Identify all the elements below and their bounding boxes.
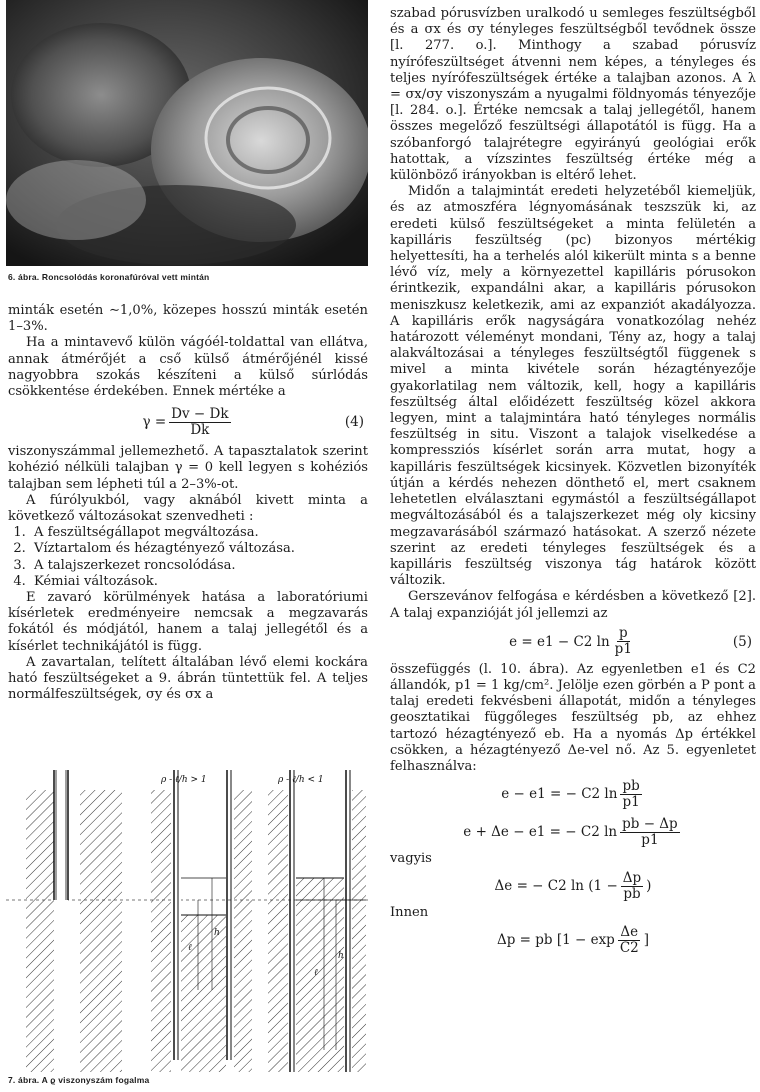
equation-b-denominator: p1	[641, 831, 659, 848]
equation-b-lhs: e + Δe − e1 = − C2 ln	[463, 824, 618, 841]
word-vagyis: vagyis	[390, 851, 432, 867]
equation-b-numerator: pb − Δp	[622, 815, 678, 832]
equation-4-number: (4)	[344, 414, 364, 431]
list-item: 2. Víztartalom és hézagtényező változása.	[30, 541, 368, 557]
equation-c-rhs: )	[646, 878, 652, 895]
figure-6-caption: 6. ábra. Roncsolódás koronafúróval vett mintán	[8, 272, 210, 282]
soil-hatch-2b	[234, 790, 252, 1072]
label-ratio-middle: ρ - ℓ/h > 1	[161, 775, 207, 785]
equation-d-rhs: ]	[643, 932, 650, 949]
label-l-middle: ℓ	[188, 943, 192, 953]
equation-5-number: (5)	[732, 633, 752, 650]
word-innen: Innen	[390, 905, 429, 921]
equation-a	[390, 775, 756, 813]
label-ratio-right: ρ - ℓ/h < 1	[278, 775, 324, 785]
equation-5	[390, 622, 756, 662]
equation-a-numerator: pb	[622, 777, 640, 794]
label-h-middle: h	[214, 928, 220, 938]
equation-4	[8, 400, 368, 444]
label-l-right: ℓ	[314, 968, 318, 978]
left-column	[8, 303, 368, 703]
list-item: 3. A talajszerkezet roncsolódása.	[30, 558, 368, 574]
right-paragraph-1: szabad pórusvízben uralkodó u semleges feszültségből és a σx és σy tényleges feszültségből tevődnek össze [l. 277. o.]. Minthogy a szabad pórusvíz nyírófeszültséget átvenni nem képes, a tényleges és teljes nyírófeszültségek értéke a talajban azonos. A λ = σx/σy viszonyszám a nyugalmi földnyomás tényezője [l. 284. o.]. Értéke nemcsak a talaj jellegétől, hanem összes megelőző feszültségi állapotától is függ. Ha a szóbanforgó talajrétegre egyirányú geológiai erők hatottak, a vízszintes feszültség értéke még a különböző irányokban is eltérő lehet.	[390, 6, 756, 184]
right-paragraph-3: Gerszevánov felfogása e kérdésben a következő [2]. A talaj expanzióját jól jellemzi az	[390, 589, 756, 621]
equation-d-fraction	[618, 925, 641, 956]
right-column	[390, 6, 756, 960]
sample-hatch-3	[296, 878, 344, 1072]
sample-hatch-2	[181, 915, 226, 1072]
left-paragraph-2: Ha a mintavevő külön vágóél-toldattal van ellátva, annak átmérőjét a cső külső átmérőjénél kissé nagyobbra szokás készíteni a külső súrlódás csökkentése érdekében. Ennek mértéke a	[8, 335, 368, 400]
equation-5-numerator: p	[618, 625, 628, 642]
core-sample-photo-image	[6, 0, 368, 266]
figure-7-caption: 7. ábra. A ϱ viszonyszám fogalma	[8, 1075, 150, 1085]
change-list	[8, 525, 368, 590]
left-paragraph-3: viszonyszámmal jellemezhető. A tapasztalatok szerint kohézió nélküli talajban γ = 0 kell legyen s kohéziós talajban sem lépheti túl a 2–3%-ot.	[8, 444, 368, 492]
equation-c-denominator: pb	[623, 885, 641, 902]
soil-hatch-3	[268, 790, 288, 1072]
equation-5-denominator: p1	[614, 641, 632, 658]
soil-hatch-2	[151, 790, 171, 1072]
equation-b-fraction	[620, 817, 680, 848]
equation-c-fraction	[621, 871, 643, 902]
equation-5-fraction	[613, 626, 634, 657]
equation-4-denominator: Dk	[190, 421, 210, 438]
equation-c-lhs: Δe = − C2 ln (1 −	[494, 878, 618, 895]
figure-7-drawing	[6, 760, 368, 1072]
equation-a-fraction	[620, 779, 641, 810]
equation-4-lhs: γ =	[142, 414, 167, 431]
equation-4-numerator: Dv − Dk	[171, 405, 229, 422]
soil-hatch-3b	[352, 790, 366, 1072]
equation-d-denominator: C2	[619, 940, 639, 957]
right-paragraph-4: összefüggés (l. 10. ábra). Az egyenletben e1 és C2 állandók, p1 = 1 kg/cm². Jelölje ezen görbén a P pont a talaj eredeti fekvésbeni állapotát, midőn a tényleges geosztatikai függőleges feszültség pb, az ehhez tartozó hézagtényező eb. Ha a nyomás Δp értékkel csökken, a hézagtényező Δe-vel nő. Az 5. egyenletet felhasználva:	[390, 661, 756, 774]
left-paragraph-6: A zavartalan, telített általában lévő elemi kockára ható feszültségeket a 9. ábrán tüntettük fel. A teljes normálfeszültségek, σy és σx a	[8, 654, 368, 703]
equation-c	[390, 867, 756, 905]
figure-7-diagram	[6, 760, 368, 1072]
equation-b	[390, 813, 756, 851]
soil-hatch-1b	[80, 790, 122, 1072]
list-item: 1. A feszültségállapot megváltozása.	[30, 525, 368, 541]
equation-4-fraction	[169, 407, 230, 438]
figure-6-photo	[6, 0, 368, 266]
equation-d	[390, 922, 756, 960]
left-paragraph-5: E zavaró körülmények hatása a laboratóriumi kísérletek eredményeire nemcsak a megzavarás fokától és módjától, hanem a talaj jellegétől és a kísérlet technikájától is függ.	[8, 590, 368, 654]
equation-d-numerator: Δe	[620, 924, 639, 941]
equation-d-lhs: Δp = pb [1 − exp	[496, 932, 615, 949]
label-h-right: h	[338, 951, 344, 961]
equation-a-lhs: e − e1 = − C2 ln	[501, 786, 618, 803]
left-paragraph-4: A fúrólyukból, vagy aknából kivett minta a következő változásokat szenvedheti :	[8, 492, 368, 525]
right-paragraph-2: Midőn a talajmintát eredeti helyzetéből kiemeljük, és az atmoszféra légnyomásának teszszük ki, az eredeti külső feszültségeket a minta felületén a kapilláris feszültség (pc) bizonyos mértékig helyettesíti, ha a terhelés alól kikerült minta s a benne lévő víz, mely a környezettel kapilláris pórusokon érintkezik, expandálni akar, a kapilláris pórusokon meniszkusz keletkezik, ami az expanziót akadályozza. A kapilláris erők nagyságára vonatkozólag nehéz határozott véleményt mondani, Tény az, hogy a talaj alakváltozásai a tényleges feszültségtől függenek s mivel a minta kivétele során hézagtényezője gyakorlatilag nem változik, kell, hogy a kapilláris feszültség által előidézett feszültség közel akkora legyen, mint a talajmintára ható tényleges normális feszültség in situ. Viszont a talajok viselkedése a kompressziós kísérlet során arra mutat, hogy a kapilláris feszültségek kicsinyek. Közvetlen bizonyíték útján a kérdés nehezen dönthető el, mert csaknem lehetetlen elválasztani egymástól a feszültségállapot megváltozásából és a talajszerkezet még oly kicsiny megzavarásából származó hatásokat. A szerző nézete szerint az eredeti tényleges feszültségek és a kapilláris feszültség viszonya tág határok között változik.	[390, 184, 756, 589]
left-paragraph-1: minták esetén ∼1,0%, közepes hosszú minták esetén 1–3%.	[8, 303, 368, 335]
equation-5-lhs: e = e1 − C2 ln	[509, 633, 610, 650]
equation-c-numerator: Δp	[622, 869, 642, 886]
equation-a-denominator: p1	[622, 793, 640, 810]
list-item: 4. Kémiai változások.	[30, 574, 368, 590]
